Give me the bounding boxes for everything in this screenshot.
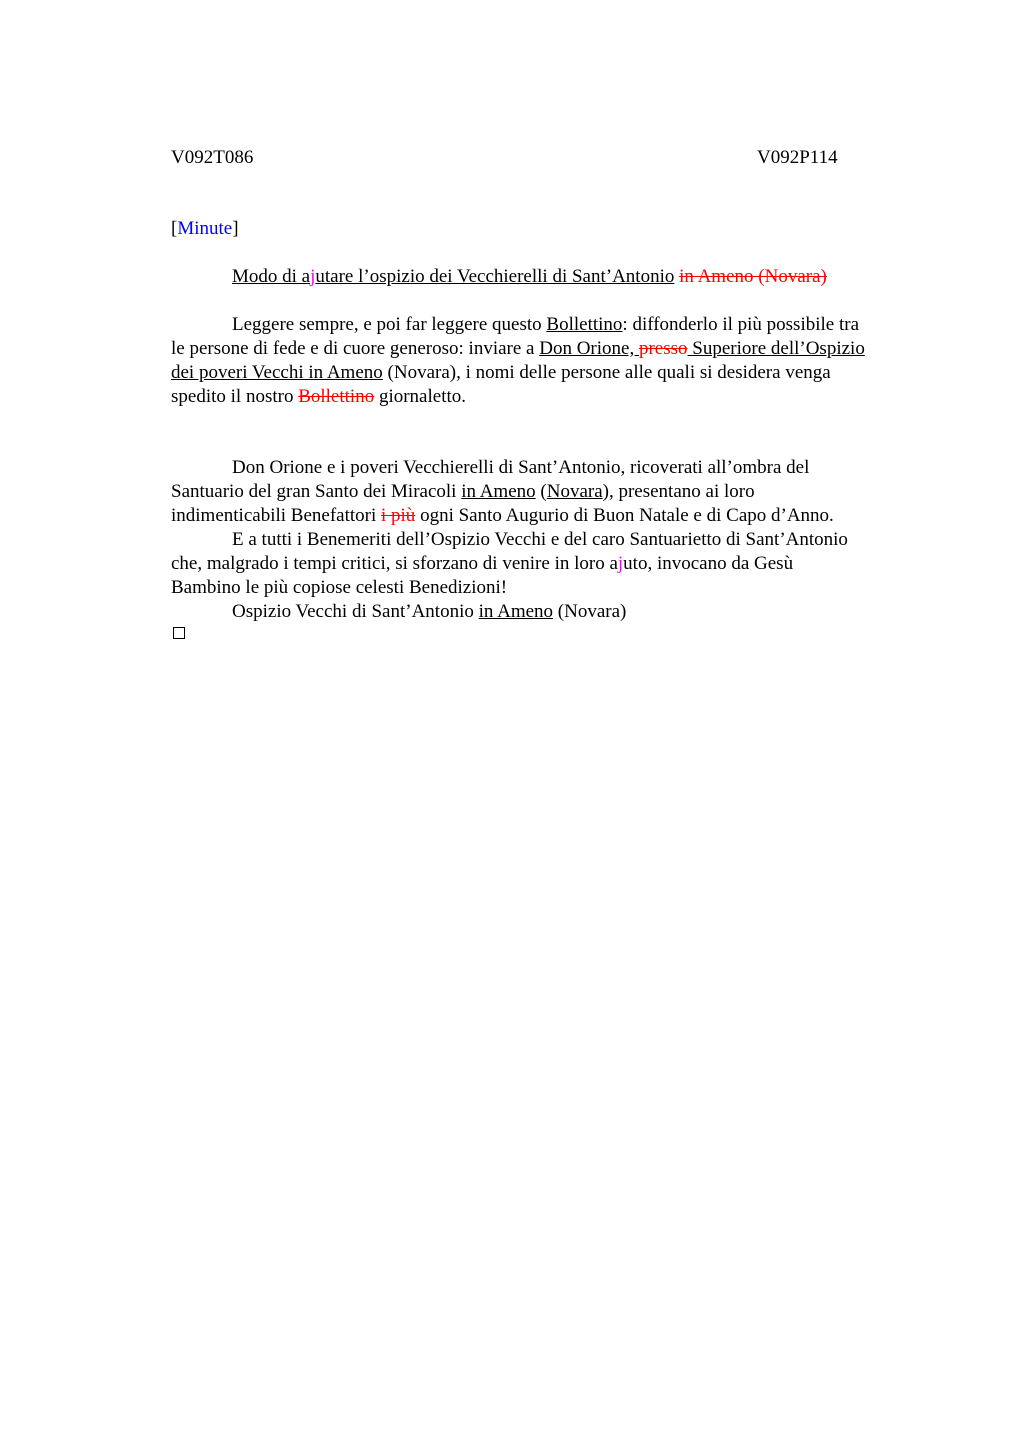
p1-l1-tail: : diffonderlo il più possibile tra <box>622 314 860 335</box>
title-text-2: utare l’ospizio dei Vecchierelli di Sant’Antonio <box>315 266 675 287</box>
title-deleted-text: in Ameno (Novara) <box>679 266 827 287</box>
p1-l1-text: Leggere sempre, e poi far leggere questo <box>232 314 547 335</box>
p2-l2-paren: ( <box>535 481 547 502</box>
p1-l3-text: (Novara), i nomi delle persone alle quali si desidera venga <box>382 362 831 383</box>
p2-l7-underlined: in Ameno <box>478 601 554 622</box>
paragraph-1 <box>171 313 931 409</box>
p2-l5-text: che, malgrado i tempi critici, si sforzano di venire in loro a <box>171 553 618 574</box>
title-text-1: Modo di a <box>232 266 311 287</box>
paragraph-2 <box>171 456 931 624</box>
p2-line-6 <box>171 576 931 600</box>
p2-line-3 <box>171 504 931 528</box>
p2-l3-text: indimenticabili Benefattori <box>171 505 381 526</box>
p1-l2-underlined-1: Don Orione, <box>539 338 639 359</box>
p1-l1-underlined: Bollettino <box>546 314 623 335</box>
p2-l7-tail: (Novara) <box>553 601 627 622</box>
minute-label: Minute <box>177 218 233 239</box>
p1-line-4 <box>171 385 931 409</box>
p1-l4-tail: giornaletto. <box>374 386 467 407</box>
p2-l5-tail: uto, invocano da Gesù <box>623 553 794 574</box>
document-title <box>232 266 827 288</box>
p2-l2-underlined-1: in Ameno <box>461 481 536 502</box>
p1-l2-deleted: presso <box>638 338 688 359</box>
p2-l1-text: Don Orione e i poveri Vecchierelli di Sant’Antonio, ricoverati all’ombra del <box>232 457 810 478</box>
p1-line-3 <box>171 361 931 385</box>
close-bracket: ] <box>232 218 239 239</box>
p1-l2-underlined-2: Superiore dell’Ospizio <box>687 338 865 359</box>
p2-line-2 <box>171 480 931 504</box>
p2-l2-tail: ), presentano ai loro <box>602 481 755 502</box>
p2-line-7 <box>171 600 931 624</box>
p1-line-1 <box>171 313 931 337</box>
p1-line-2 <box>171 337 931 361</box>
end-square-icon <box>173 627 185 639</box>
p1-l4-text: spedito il nostro <box>171 386 299 407</box>
p2-l3-tail: ogni Santo Augurio di Buon Natale e di Capo d’Anno. <box>415 505 834 526</box>
p1-l2-text: le persone di fede e di cuore generoso: inviare a <box>171 338 540 359</box>
open-bracket: [ <box>171 218 178 239</box>
title-inserted-letter: j <box>310 266 316 287</box>
document-code: V092T086 <box>171 147 254 168</box>
p1-l3-underlined: dei poveri Vecchi in Ameno <box>171 362 383 383</box>
p2-l2-text: Santuario del gran Santo dei Miracoli <box>171 481 462 502</box>
p2-l7-text: Ospizio Vecchi di Sant’Antonio <box>232 601 479 622</box>
p2-line-1 <box>171 456 931 480</box>
p2-l4-text: E a tutti i Benemeriti dell’Ospizio Vecchi e del caro Santuarietto di Sant’Antonio <box>232 529 848 550</box>
p2-l3-deleted: i più <box>381 505 416 526</box>
p2-l2-underlined-2: Novara <box>546 481 603 502</box>
p2-line-4 <box>171 528 931 552</box>
p2-l5-inserted-letter: j <box>617 553 624 574</box>
p2-l6-text: Bambino le più copiose celesti Benedizioni! <box>171 577 508 598</box>
page-code: V092P114 <box>757 147 838 168</box>
p2-line-5 <box>171 552 931 576</box>
p1-l4-deleted: Bollettino <box>298 386 375 407</box>
minute-tag <box>171 218 239 240</box>
